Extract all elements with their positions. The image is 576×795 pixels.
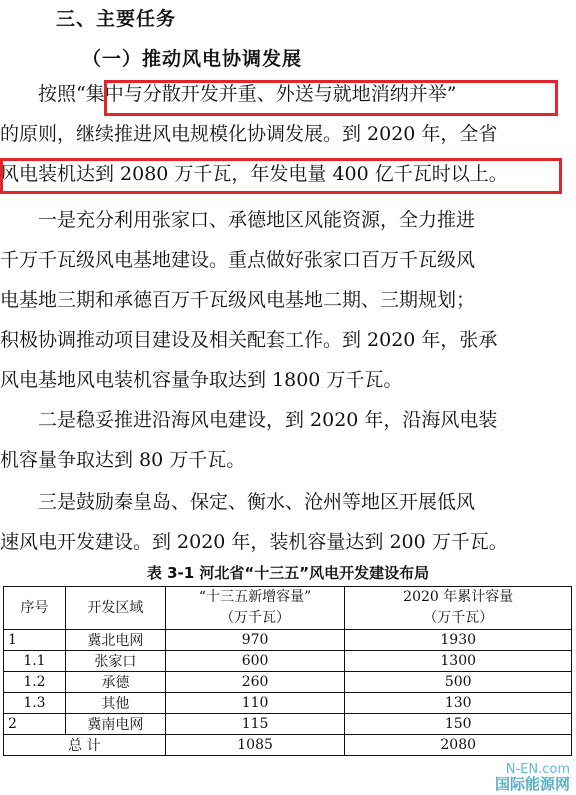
paragraph-line: 三是鼓励秦皇岛、保定、衡水、沧州等地区开展低风	[38, 491, 476, 513]
paragraph-line: 二是稳妥推进沿海风电建设，到 2020 年，沿海风电装	[38, 409, 498, 431]
header-new-capacity-line2: （万千瓦）	[220, 610, 291, 626]
cell-area: 张家口	[65, 651, 165, 672]
cell-area: 承德	[65, 672, 165, 693]
cell-no: 1.1	[4, 651, 66, 672]
table-row	[4, 672, 572, 693]
paragraph-line: 风电装机达到 2080 万千瓦，年发电量 400 亿千瓦时以上。	[0, 163, 508, 185]
cell-no: 1.3	[4, 693, 66, 714]
table-row	[4, 651, 572, 672]
cell-total-new: 1085	[165, 735, 345, 756]
cell-area: 其他	[65, 693, 165, 714]
header-cumulative-capacity	[345, 587, 572, 630]
table-caption: 表 3-1 河北省“十三五”风电开发建设布局	[146, 564, 430, 582]
header-no: 序号	[4, 587, 66, 630]
watermark-line2: 国际能源网	[494, 775, 570, 793]
watermark-line1: N-EN.com	[505, 762, 570, 777]
cell-no: 1	[4, 630, 66, 651]
table-row	[4, 693, 572, 714]
wind-layout-table	[3, 586, 572, 756]
header-new-capacity-line1: “十三五新增容量”	[198, 589, 312, 605]
subsection-title: （一）推动风电协调发展	[82, 48, 303, 70]
cell-new: 600	[165, 651, 345, 672]
header-cumulative-line1: 2020 年累计容量	[403, 589, 514, 605]
cell-area: 冀北电网	[65, 630, 165, 651]
paragraph-line: 千万千瓦级风电基地建设。重点做好张家口百万千瓦级风	[0, 249, 476, 271]
paragraph-line: 电基地三期和承德百万千瓦级风电基地二期、三期规划；	[0, 289, 476, 311]
cell-cum: 130	[345, 693, 572, 714]
paragraph-line: 机容量争取达到 80 万千瓦。	[0, 449, 246, 471]
cell-new: 970	[165, 630, 345, 651]
header-new-capacity	[165, 587, 345, 630]
paragraph-line: 按照“集中与分散开发并重、外送与就地消纳并举”	[38, 83, 457, 105]
paragraph-line: 风电基地风电装机容量争取达到 1800 万千瓦。	[0, 369, 403, 391]
table-total-row	[4, 735, 572, 756]
cell-no: 1.2	[4, 672, 66, 693]
cell-cum: 1930	[345, 630, 572, 651]
section-title: 三、主要任务	[56, 8, 177, 30]
table-row	[4, 714, 572, 735]
watermark-logo	[495, 763, 570, 791]
cell-cum: 150	[345, 714, 572, 735]
table-row	[4, 630, 572, 651]
table-header-row	[4, 587, 572, 630]
cell-new: 260	[165, 672, 345, 693]
paragraph-line: 一是充分利用张家口、承德地区风能资源，全力推进	[38, 209, 476, 231]
cell-no: 2	[4, 714, 66, 735]
paragraph-line: 积极协调推动项目建设及相关配套工作。到 2020 年，张承	[0, 329, 498, 351]
paragraph-line: 速风电开发建设。到 2020 年，装机容量达到 200 万千瓦。	[0, 531, 508, 553]
cell-new: 115	[165, 714, 345, 735]
header-area: 开发区域	[65, 587, 165, 630]
highlight-box-target	[0, 158, 562, 194]
header-cumulative-line2: （万千瓦）	[423, 610, 494, 626]
cell-cum: 500	[345, 672, 572, 693]
cell-cum: 1300	[345, 651, 572, 672]
paragraph-line: 的原则，继续推进风电规模化协调发展。到 2020 年，全省	[0, 123, 498, 145]
cell-total-label: 总 计	[4, 735, 166, 756]
cell-new: 110	[165, 693, 345, 714]
cell-area: 冀南电网	[65, 714, 165, 735]
cell-total-cum: 2080	[345, 735, 572, 756]
highlight-box-principle	[104, 80, 558, 116]
